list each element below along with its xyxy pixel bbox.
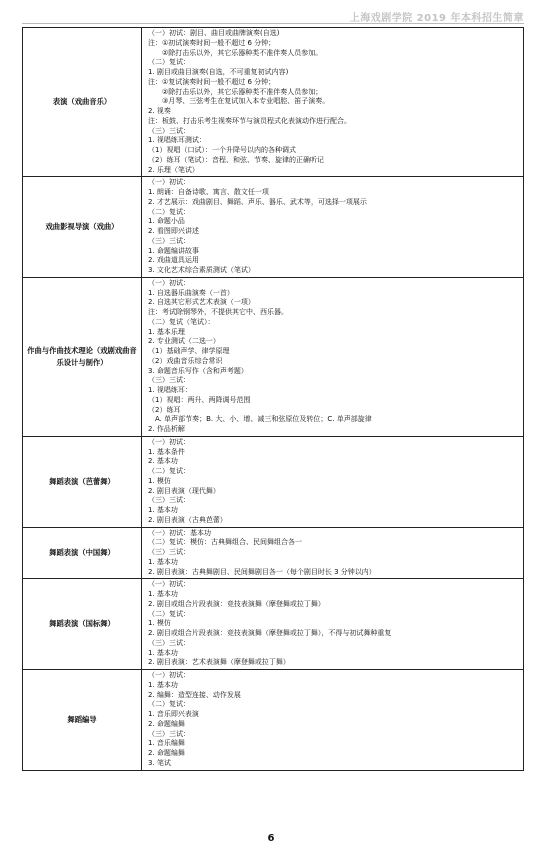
- exam-requirements-table: [22, 27, 524, 771]
- section-category: 舞蹈编导: [23, 670, 142, 771]
- requirement-line: 3. 笔试: [148, 758, 171, 767]
- requirement-line: 2. 剧目表演：艺术表演舞（摩登舞或拉丁舞）: [148, 658, 290, 667]
- requirement-line: （三）三试：: [148, 236, 190, 245]
- requirement-line: 1. 基本条件: [148, 447, 185, 456]
- requirement-line: 1. 命题小品: [148, 217, 185, 226]
- requirement-line: （三）三试：: [148, 729, 190, 738]
- section-content: [142, 670, 524, 771]
- requirement-line: （一）初试：: [148, 178, 190, 187]
- requirement-line: （一）初试：: [148, 437, 190, 446]
- requirement-line: 1. 基本乐理: [148, 327, 185, 336]
- requirement-line: （1）视唱：两升、两降调号范围: [148, 395, 251, 404]
- requirement-line: （二）复试：: [148, 609, 190, 618]
- requirement-line: 2. 编舞：造型连接、动作发展: [148, 690, 241, 699]
- requirement-line: 2. 剧目或组合片段表演：竞技表演舞（摩登舞或拉丁舞）: [148, 599, 325, 608]
- section-row: [23, 177, 524, 278]
- requirement-line: （一）初试：剧目、曲目或曲牌演奏(自选): [148, 29, 280, 37]
- section-category: 舞蹈表演（国标舞）: [23, 579, 142, 670]
- requirement-line: 2. 视奏: [148, 107, 171, 115]
- section-content: [142, 436, 524, 527]
- requirement-line: （二）复试：模仿：古典舞组合、民间舞组合各一: [148, 538, 302, 547]
- requirement-line: 2. 基本功: [148, 457, 178, 466]
- section-content: [142, 579, 524, 670]
- requirement-line: 注：①复试演奏时间一般不超过 6 分钟；: [148, 77, 276, 86]
- requirement-line: 1. 朗诵：自备诗歌、寓言、散文任一项: [148, 188, 269, 196]
- requirement-line: （2）练耳: [148, 405, 181, 414]
- requirement-line: 2. 剧目或组合片段表演：竞技表演舞（摩登舞或拉丁舞），不得与初试舞种重复: [148, 629, 392, 637]
- section-row: [23, 28, 524, 177]
- requirement-line: 1. 基本功: [148, 590, 178, 598]
- requirement-line: 1. 基本功: [148, 648, 178, 657]
- requirement-line: （三）三试：: [148, 638, 190, 647]
- section-category: 表演（戏曲音乐）: [23, 28, 142, 177]
- requirement-line: （二）复试：: [148, 700, 190, 709]
- requirement-line: 注：考试除钢琴外，不提供其它中、西乐器。: [148, 308, 288, 316]
- requirement-line: 2. 命题编舞: [148, 749, 185, 757]
- requirement-line: 1. 视唱练耳：: [148, 386, 192, 394]
- section-row: [23, 277, 524, 436]
- section-category: 舞蹈表演（中国舞）: [23, 527, 142, 579]
- requirement-line: 2. 命题编舞: [148, 719, 185, 728]
- requirement-line: 1. 基本功: [148, 557, 178, 566]
- requirement-line: （三）三试：: [148, 548, 190, 556]
- section-row: [23, 670, 524, 771]
- requirement-line: 2. 自选其它形式艺术表演（一项）: [148, 298, 255, 307]
- section-category: 戏曲影视导演（戏曲）: [23, 177, 142, 278]
- requirement-line: 3. 命题音乐写作（含和声考题）: [148, 366, 248, 375]
- section-content: [142, 277, 524, 436]
- header-title: 上海戏剧学院 2019 年本科招生简章: [349, 13, 524, 24]
- requirement-line: （三）三试：: [148, 376, 190, 385]
- requirement-line: （二）复试：: [148, 467, 190, 475]
- requirement-line: （三）三试：: [148, 496, 190, 505]
- requirement-line: 2. 看图即兴讲述: [148, 227, 199, 235]
- requirement-line: （2）练耳（笔试）：音程、和弦、节奏、旋律的正确听记: [148, 155, 324, 164]
- section-row: [23, 579, 524, 670]
- requirement-line: 2. 专业测试（二选一）: [148, 337, 220, 346]
- requirement-line: 1. 剧目或曲目演奏(自选，不可重复初试内容): [148, 68, 289, 76]
- requirement-line: （二）复试：: [148, 207, 190, 216]
- requirement-line: ②除打击乐以外，其它乐器种类不准伴奏人员参加。: [148, 48, 323, 57]
- requirement-line: （1）视唱（口试）：一个升降号以内的各种调式: [148, 146, 296, 154]
- requirement-line: 2. 戏曲道具运用: [148, 256, 199, 265]
- requirement-line: 1. 基本功: [148, 506, 178, 514]
- requirement-line: （一）初试：: [148, 278, 190, 287]
- page-number: 6: [267, 833, 275, 844]
- page-header: [22, 8, 524, 24]
- section-content: [142, 177, 524, 278]
- requirement-line: 1. 模仿: [148, 476, 171, 485]
- header-rule: [22, 23, 524, 24]
- requirement-line: 2. 剧目表演（现代舞）: [148, 486, 220, 495]
- section-content: [142, 28, 524, 177]
- section-row: [23, 527, 524, 579]
- requirement-line: 1. 命题编讲故事: [148, 246, 199, 255]
- exam-table-body: [23, 28, 524, 771]
- requirement-line: 1. 基本功: [148, 680, 178, 689]
- requirement-line: 2. 剧目表演（古典芭蕾）: [148, 515, 227, 524]
- section-row: [23, 436, 524, 527]
- requirement-line: （一）初试：: [148, 580, 190, 589]
- requirement-line: 2. 剧目表演：古典舞剧目、民间舞剧目各一（每个剧目时长 3 分钟以内）: [148, 567, 376, 576]
- requirement-line: （二）复试：: [148, 58, 190, 67]
- section-category: 舞蹈表演（芭蕾舞）: [23, 436, 142, 527]
- requirement-line: A. 单声部节奏；B. 大、小、增、减三和弦原位及转位；C. 单声部旋律: [148, 415, 372, 424]
- section-category: 作曲与作曲技术理论（戏剧戏曲音乐设计与制作）: [23, 277, 142, 436]
- requirement-line: 1. 音乐编舞: [148, 739, 185, 748]
- requirement-line: （一）初试：: [148, 671, 190, 679]
- requirement-line: （三）三试：: [148, 126, 190, 135]
- requirement-line: ②除打击乐以外，其它乐器种类不准伴奏人员参加；: [148, 87, 323, 96]
- requirement-line: （1）基础声学、律学原理: [148, 347, 230, 355]
- requirement-line: 1. 自选器乐曲演奏（一首）: [148, 288, 234, 297]
- requirement-line: （一）初试：基本功: [148, 528, 211, 537]
- requirement-line: （2）戏曲音乐综合常识: [148, 356, 223, 365]
- requirement-line: 注：①初试演奏时间一般不超过 6 分钟；: [148, 38, 276, 47]
- requirement-line: 1. 音乐即兴表演: [148, 710, 199, 718]
- requirement-line: 3. 文化艺术综合素质测试（笔试）: [148, 266, 255, 274]
- section-content: [142, 527, 524, 579]
- requirement-line: 2. 才艺展示：戏曲剧目、舞蹈、声乐、器乐、武术等，可选择一项展示: [148, 197, 367, 206]
- requirement-line: ③月琴、三弦考生在复试加入本专业唱腔、笛子演奏。: [148, 97, 330, 106]
- requirement-line: 1. 模仿: [148, 619, 171, 628]
- requirement-line: 注：板鼓、打击乐考生视奏环节与演员程式化表演动作进行配合。: [148, 116, 351, 125]
- requirement-line: 1. 视唱练耳测试：: [148, 136, 206, 145]
- requirement-line: 2. 作品析解: [148, 425, 185, 433]
- requirement-line: 2. 乐理（笔试）: [148, 165, 199, 174]
- requirement-line: （二）复试（笔试）：: [148, 317, 215, 326]
